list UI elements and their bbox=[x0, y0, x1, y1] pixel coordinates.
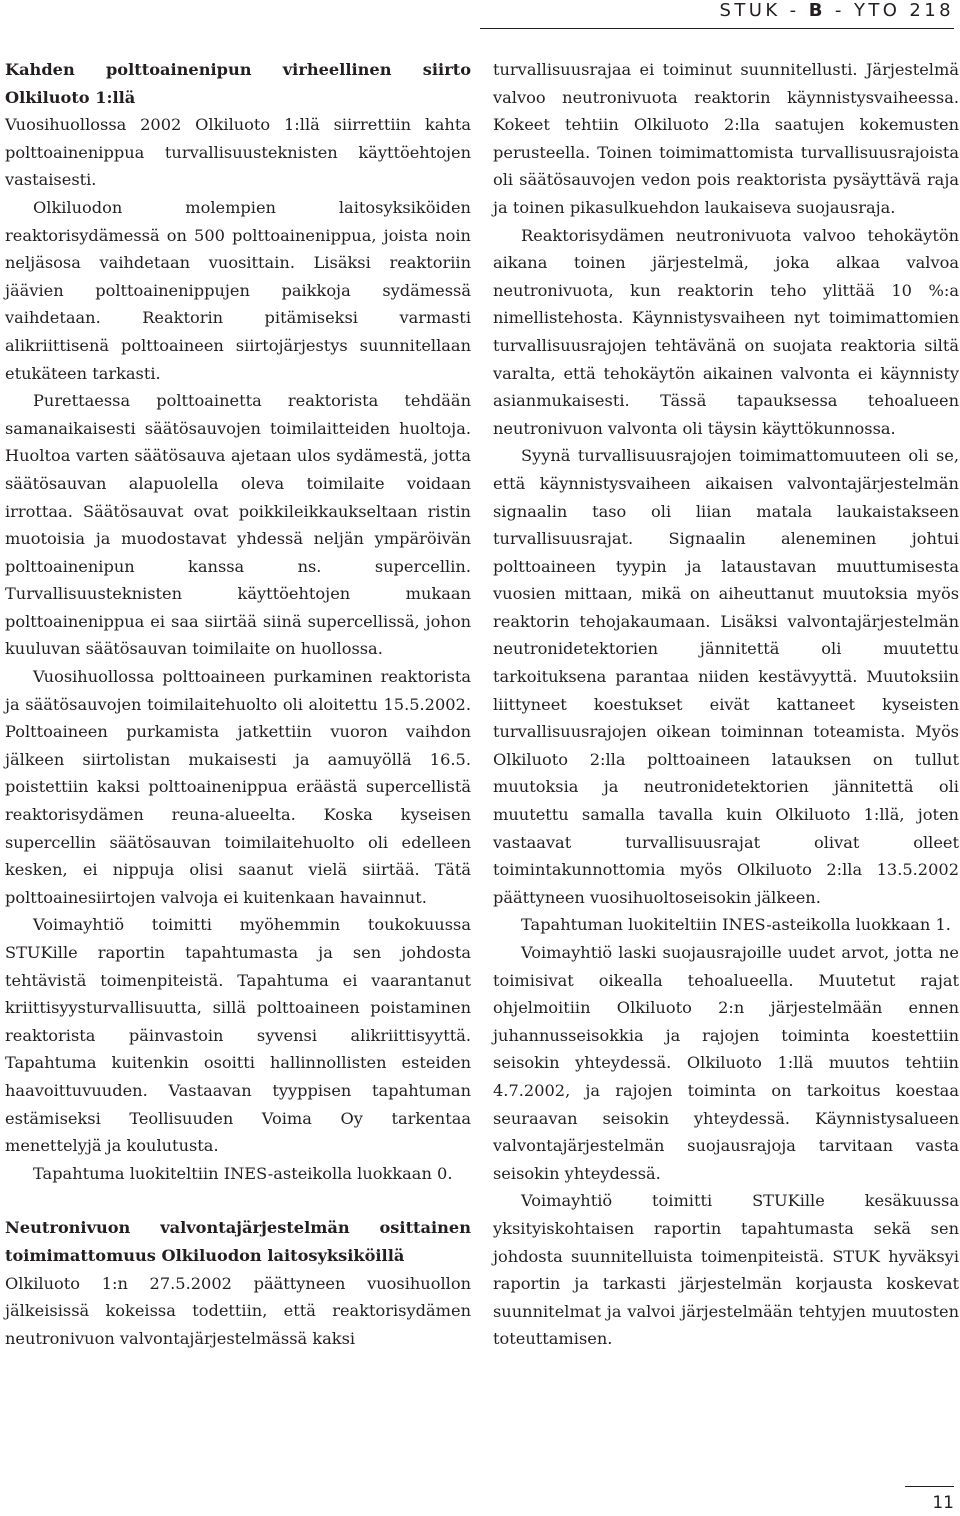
right-column bbox=[493, 56, 959, 1353]
series-label: STUK - B - YTO 218 bbox=[719, 0, 954, 21]
series-prefix: STUK bbox=[719, 0, 781, 21]
paragraph: Olkiluoto 1:n 27.5.2002 päättyneen vuosihuollon jälkeisissä kokeissa todettiin, että reaktorisydämen neutronivuon valvontajärjestelmässä kaksi bbox=[5, 1273, 471, 1348]
running-header bbox=[0, 0, 960, 28]
series-letter: B bbox=[808, 0, 826, 21]
paragraph: Purettaessa polttoainetta reaktorista tehdään samanaikaisesti säätösauvojen toimilaitteiden huoltoja. Huoltoa varten säätösauva ajetaan ulos sydämestä, jotta säätösauvan alapuolella oleva toimilaite voidaan irrottaa. Säätösauvat ovat poikkileikkaukseltaan ristin muotoisia ja muodostavat yhdessä neljän ympäröivän polttoainenipun kanssa ns. supercellin. Turvallisuusteknisten käyttöehtojen mukaan polttoainenippua ei saa siirtää siinä supercellissä, johon kuuluvan säätösauvan toimilaite on huollossa. bbox=[5, 391, 471, 659]
paragraph: Reaktorisydämen neutronivuota valvoo tehokäytön aikana toinen järjestelmä, joka alkaa valvoa neutronivuota, kun reaktorin teho ylittää 10 %:a nimellistehosta. Käynnistysvaiheen nyt toimimattomien turvallisuusrajojen tehtävänä on suojata reaktoria siltä varalta, että tehokäytön aikainen valvonta ei käynnisty asianmukaisesti. Tässä tapauksessa tehoalueen neutronivuon valvonta oli täysin käyttökunnossa. bbox=[493, 225, 959, 438]
header-rule bbox=[480, 28, 954, 29]
series-number: YTO 218 bbox=[853, 0, 954, 21]
paragraph: Voimayhtiö toimitti STUKille kesäkuussa yksityiskohtaisen raportin tapahtumasta sekä sen johdosta suunnitelluista toimenpiteistä. STUK hyväksyi raportin ja tarkasti järjestelmän korjausta koskevat suunnitelmat ja valvoi järjestelmään tehtyjen muutosten toteuttamisen. bbox=[493, 1191, 959, 1349]
paragraph: Voimayhtiö laski suojausrajoille uudet arvot, jotta ne toimisivat oikealla tehoalueella. Muutetut rajat ohjelmoitiin Olkiluoto 2:n järjestelmään ennen juhannusseisokkia ja rajojen toiminta koestettiin seisokin yhteydessä. Olkiluoto 1:llä muutos tehtiin 4.7.2002, ja rajojen toiminta on tarkoitus koestaa seuraavan seisokin yhteydessä. Käynnistysalueen valvontajärjestelmän suojausrajoja tarvitaan vasta seisokin yhteydessä. bbox=[493, 943, 959, 1183]
left-column bbox=[5, 56, 471, 1352]
paragraph: Vuosihuollossa polttoaineen purkaminen reaktorista ja säätösauvojen toimilaitehuolto oli aloitettu 15.5.2002. Polttoaineen purkamista jatkettiin vuoron vaihdon jälkeen siirtolistan mukaisesti ja aamuyöllä 16.5. poistettiin kaksi polttoainenippua eräästä supercellistä reaktorisydämen reuna-alueelta. Koska kyseisen supercellin säätösauvan toimilaitehuolto oli edelleen kesken, ei nippuja olisi saanut vielä siirtää. Tätä polttoainesiirtojen valvoja ei kuitenkaan havainnut. bbox=[5, 667, 471, 907]
page-number: 11 bbox=[932, 1493, 954, 1513]
paragraph: turvallisuusrajaa ei toiminut suunnitellusti. Järjestelmä valvoo neutronivuota reaktorin käynnistysvaiheessa. Kokeet tehtiin Olkiluoto 2:lla saatujen kokemusten perusteella. Toinen toimimattomista turvallisuusrajoista oli säätösauvojen vedon pois reaktorista pysäyttävä raja ja toinen pikasulkuehdon laukaiseva suojausraja. bbox=[493, 60, 959, 217]
paragraph: Voimayhtiö toimitti myöhemmin toukokuussa STUKille raportin tapahtumasta ja sen johdosta tehtävistä toimenpiteistä. Tapahtuma ei vaarantanut kriittisyysturvallisuutta, sillä polttoaineen poistaminen reaktorista päinvastoin syvensi alikriittisyyttä. Tapahtuma kuitenkin osoitti hallinnollisten esteiden haavoittuvuuden. Vastaavan tyyppisen tapahtuman estämiseksi Teollisuuden Voima Oy tarkentaa menettelyjä ja koulutusta. bbox=[5, 915, 471, 1156]
paragraph: Olkiluodon molempien laitosyksiköiden reaktorisydämessä on 500 polttoainenippua, joista noin neljäsosa vaihdetaan vuosittain. Lisäksi reaktoriin jäävien polttoainenippujen paikkoja sydämessä vaihdetaan. Reaktorin pitämiseksi varmasti alikriittisenä polttoaineen siirtojärjestys suunnitellaan etukäteen tarkasti. bbox=[5, 197, 471, 383]
paragraph: Tapahtuma luokiteltiin INES-asteikolla luokkaan 0. bbox=[33, 1163, 453, 1183]
section-title-fuel-transfer: Kahden polttoainenipun virheellinen siirto Olkiluoto 1:llä bbox=[5, 60, 471, 107]
paragraph: Syynä turvallisuusrajojen toimimattomuuteen oli se, että käynnistysvaiheen aikaisen valvontajärjestelmän signaalin taso oli liian matala laukaistakseen turvallisuusrajat. Signaalin aleneminen johtui polttoaineen tyypin ja lataustavan muuttumisesta vuosien mittaan, mikä on aiheuttanut muutoksia myös reaktorin tehojakaumaan. Lisäksi valvontajärjestelmän neutronidetektorien jännitettä oli muutettu tarkoituksena parantaa niiden kestävyyttä. Muutoksiin liittyneet koestukset eivät kattaneet kyseisten turvallisuusrajojen oikean toiminnan toteamista. Myös Olkiluoto 2:lla polttoaineen latauksen on tullut muutoksia ja neutronidetektorien jännitettä oli muutettu samalla tavalla kuin Olkiluoto 1:llä, joten vastaavat turvallisuusrajat olivat olleet toimintakunnottomia myös Olkiluoto 2:lla 13.5.2002 päättyneen vuosihuoltoseisokin jälkeen. bbox=[493, 446, 959, 907]
footer-rule bbox=[905, 1486, 954, 1487]
paragraph: Vuosihuollossa 2002 Olkiluoto 1:llä siirrettiin kahta polttoainenippua turvallisuusteknisten käyttöehtojen vastaisesti. bbox=[5, 115, 471, 190]
section-title-neutron-flux: Neutronivuon valvontajärjestelmän osittainen toimimattomuus Olkiluodon laitosyksiköillä bbox=[5, 1218, 471, 1265]
paragraph: Tapahtuman luokiteltiin INES-asteikolla luokkaan 1. bbox=[521, 915, 951, 935]
